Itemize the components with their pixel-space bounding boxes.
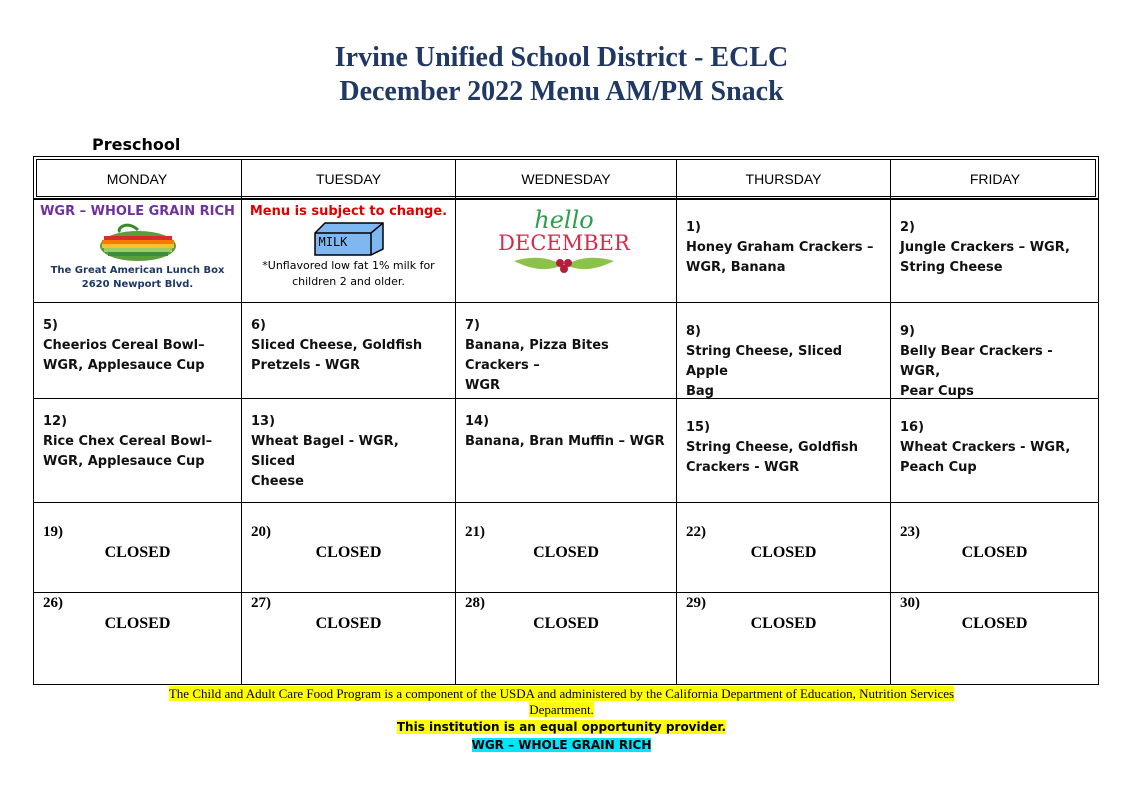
menu-line1: Honey Graham Crackers – [686, 240, 874, 255]
day-number: 23) [900, 524, 920, 540]
header-friday: FRIDAY [890, 159, 1099, 199]
day-number: 15) [686, 420, 711, 435]
address-line1: The Great American Lunch Box [50, 265, 225, 276]
cell-info-tuesday [241, 199, 455, 303]
menu-line2: Crackers - WGR [686, 460, 800, 475]
day-number: 20) [251, 524, 271, 540]
fruit-apple-image [98, 222, 178, 262]
hello-december-image: hello DECEMBER [484, 207, 644, 279]
cell-day-8 [676, 303, 890, 399]
closed-label: CLOSED [961, 544, 1028, 561]
menu-line2: WGR, Banana [686, 260, 786, 275]
cell-day-1 [676, 199, 890, 303]
milk-note-line1: *Unflavored low fat 1% milk for [262, 259, 435, 272]
menu-line2: WGR [465, 378, 501, 393]
day-number: 9) [900, 324, 915, 339]
subject-to-change-note: Menu is subject to change. [249, 204, 448, 219]
menu-line1: String Cheese, Goldfish [686, 440, 858, 455]
day-number: 26) [43, 595, 63, 611]
cell-info-monday [33, 199, 241, 303]
cell-day-27 [241, 593, 455, 685]
day-number: 27) [251, 595, 271, 611]
cell-day-5 [33, 303, 241, 399]
footer-department-line [0, 702, 1123, 717]
day-number: 7) [465, 318, 480, 333]
cell-day-2 [890, 199, 1099, 303]
closed-label: CLOSED [533, 544, 599, 561]
day-number: 1) [686, 220, 701, 235]
menu-line2: Bag [686, 384, 714, 399]
menu-line1: Jungle Crackers – WGR, [900, 240, 1070, 255]
menu-line1: Wheat Crackers - WGR, [900, 440, 1071, 455]
cell-day-26 [33, 593, 241, 685]
footer-text: Department. [529, 702, 594, 717]
milk-carton-icon [309, 221, 389, 257]
cell-day-12 [33, 399, 241, 503]
menu-line2: Peach Cup [900, 460, 977, 475]
cell-day-9 [890, 303, 1099, 399]
menu-calendar-table [33, 156, 1099, 685]
menu-line2: WGR, Applesauce Cup [43, 358, 205, 373]
menu-line1: Wheat Bagel - WGR, Sliced [251, 434, 399, 469]
milk-note-line2: children 2 and older. [292, 275, 405, 288]
day-number: 21) [465, 524, 485, 540]
cell-day-28 [455, 593, 676, 685]
section-label: Preschool [92, 135, 181, 154]
menu-line1: Banana, Pizza Bites Crackers – [465, 338, 609, 373]
cell-day-19 [33, 503, 241, 593]
header-thursday: THURSDAY [676, 159, 890, 199]
footer-wgr-legend [0, 737, 1123, 753]
menu-line2: Cheese [251, 474, 304, 489]
menu-line1: Cheerios Cereal Bowl– [43, 338, 205, 353]
menu-line2: Pretzels - WGR [251, 358, 361, 373]
cell-day-14 [455, 399, 676, 503]
day-number: 30) [900, 595, 920, 611]
footer-text: The Child and Adult Care Food Program is a component of the USDA and administered by the California Department of Education, Nutrition Services [168, 686, 955, 701]
address-line2: 2620 Newport Blvd. [81, 279, 194, 290]
day-number: 28) [465, 595, 485, 611]
day-number: 19) [43, 524, 63, 540]
day-number: 8) [686, 324, 701, 339]
closed-label: CLOSED [104, 615, 171, 632]
header-wednesday: WEDNESDAY [455, 159, 676, 199]
cell-day-13 [241, 399, 455, 503]
menu-line1: Sliced Cheese, Goldfish [251, 338, 423, 353]
document-subtitle: December 2022 Menu AM/PM Snack [339, 76, 784, 107]
cell-day-30 [890, 593, 1099, 685]
cell-day-20 [241, 503, 455, 593]
footer-text: This institution is an equal opportunity provider. [396, 720, 727, 734]
closed-label: CLOSED [750, 615, 817, 632]
cell-day-21 [455, 503, 676, 593]
day-number: 29) [686, 595, 706, 611]
day-number: 22) [686, 524, 706, 540]
day-number: 5) [43, 318, 58, 333]
wgr-heading: WGR – WHOLE GRAIN RICH [40, 204, 235, 219]
milk-label: MILK [318, 235, 348, 249]
footer-cacfp-line [0, 686, 1123, 701]
cell-day-16 [890, 399, 1099, 503]
day-number: 14) [465, 414, 490, 429]
cell-day-22 [676, 503, 890, 593]
day-number: 6) [251, 318, 266, 333]
header-monday: MONDAY [33, 159, 241, 199]
menu-line2: Pear Cups [900, 384, 974, 399]
footer-text: WGR – WHOLE GRAIN RICH [471, 738, 652, 752]
closed-label: CLOSED [315, 615, 382, 632]
menu-line1: Banana, Bran Muffin – WGR [465, 434, 665, 449]
document-title: Irvine Unified School District - ECLC [334, 42, 789, 73]
cell-day-7 [455, 303, 676, 399]
closed-label: CLOSED [533, 615, 599, 632]
menu-line2: WGR, Applesauce Cup [43, 454, 205, 469]
cell-day-15 [676, 399, 890, 503]
menu-line1: Rice Chex Cereal Bowl– [43, 434, 213, 449]
day-number: 12) [43, 414, 68, 429]
cell-day-6 [241, 303, 455, 399]
closed-label: CLOSED [750, 544, 817, 561]
menu-line1: Belly Bear Crackers - WGR, [900, 344, 1053, 379]
day-number: 13) [251, 414, 276, 429]
cell-day-23 [890, 503, 1099, 593]
footer-equal-opportunity [0, 719, 1123, 735]
day-number: 2) [900, 220, 915, 235]
menu-line2: String Cheese [900, 260, 1003, 275]
closed-label: CLOSED [961, 615, 1028, 632]
cell-day-29 [676, 593, 890, 685]
cell-hello-december [455, 199, 676, 303]
closed-label: CLOSED [104, 544, 171, 561]
menu-line1: String Cheese, Sliced Apple [686, 344, 843, 379]
closed-label: CLOSED [315, 544, 382, 561]
header-tuesday: TUESDAY [241, 159, 455, 199]
day-number: 16) [900, 420, 925, 435]
